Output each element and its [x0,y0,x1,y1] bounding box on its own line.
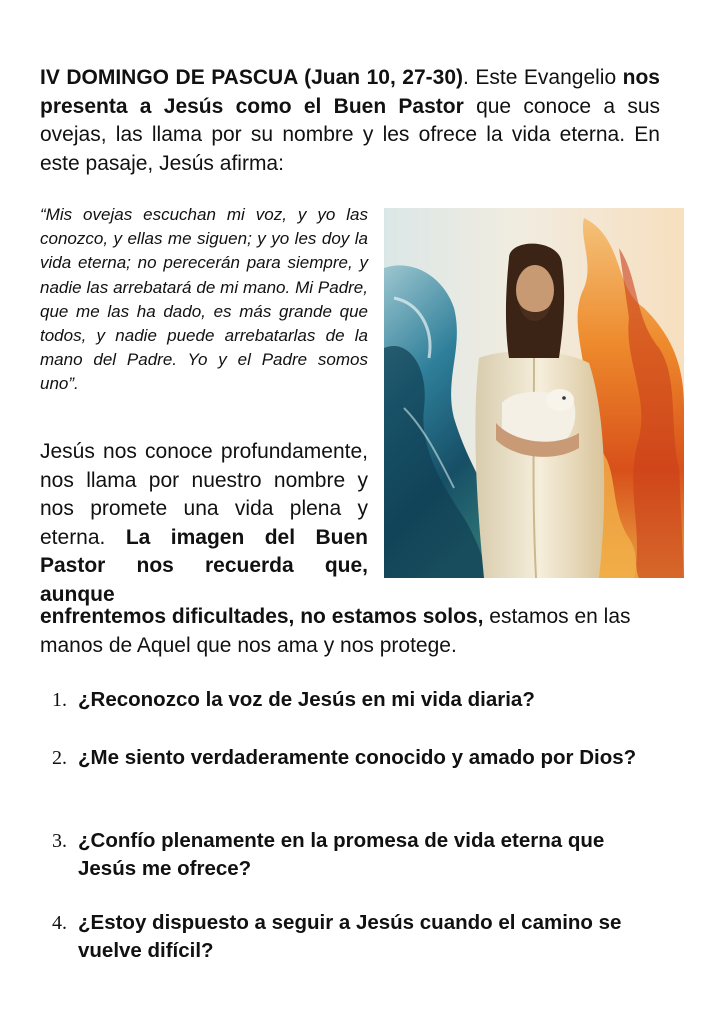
reflection-text-2: estamos en las manos de Aquel que nos ama y nos protege. [40,605,631,657]
question-number: 4. [52,912,67,934]
reflection-bold-text: La imagen del Buen Pastor nos recuerda que, aunque [40,525,369,606]
intro-text-1: . Este Evangelio [463,66,623,89]
intro-paragraph [40,64,660,178]
question-text: ¿Reconozco la voz de Jesús en mi vida diaria? [78,688,535,711]
reflection-paragraph [40,438,368,609]
question-number: 2. [52,747,67,769]
question-text: ¿Confío plenamente en la promesa de vida eterna que Jesús me ofrece? [78,829,605,880]
question-number: 1. [52,689,67,711]
reflection-bold-text-2: enfrentemos dificultades, no estamos solos, [40,605,484,628]
intro-bold-text: nos presenta a Jesús como el Buen Pastor [40,66,660,118]
question-number: 3. [52,830,67,852]
liturgy-title: IV DOMINGO DE PASCUA (Juan 10, 27-30) [40,66,464,89]
good-shepherd-image [384,208,684,578]
reflection-text-1: Jesús nos conoce profundamente, nos llama por nuestro nombre y nos promete una vida plena y eterna. [40,440,368,549]
question-text: ¿Estoy dispuesto a seguir a Jesús cuando el camino se vuelve difícil? [78,911,622,962]
question-text: ¿Me siento verdaderamente conocido y amado por Dios? [78,746,637,769]
reflection-paragraph-continued [40,603,664,660]
intro-text-2: que conoce a sus ovejas, las llama por su nombre y les ofrece la vida eterna. En este pasaje, Jesús afirma: [40,94,661,175]
good-shepherd-illustration [384,208,684,578]
gospel-quote: “Mis ovejas escuchan mi voz, y yo las conozco, y ellas me siguen; y yo les doy la vida eterna; no perecerán para siempre, y nadie las arrebatará de mi mano. Mi Padre, que me las ha dado, es más grande que todos, y nadie puede arrebatarlas de la mano del Padre. Yo y el Padre somos uno”. [40,205,368,394]
